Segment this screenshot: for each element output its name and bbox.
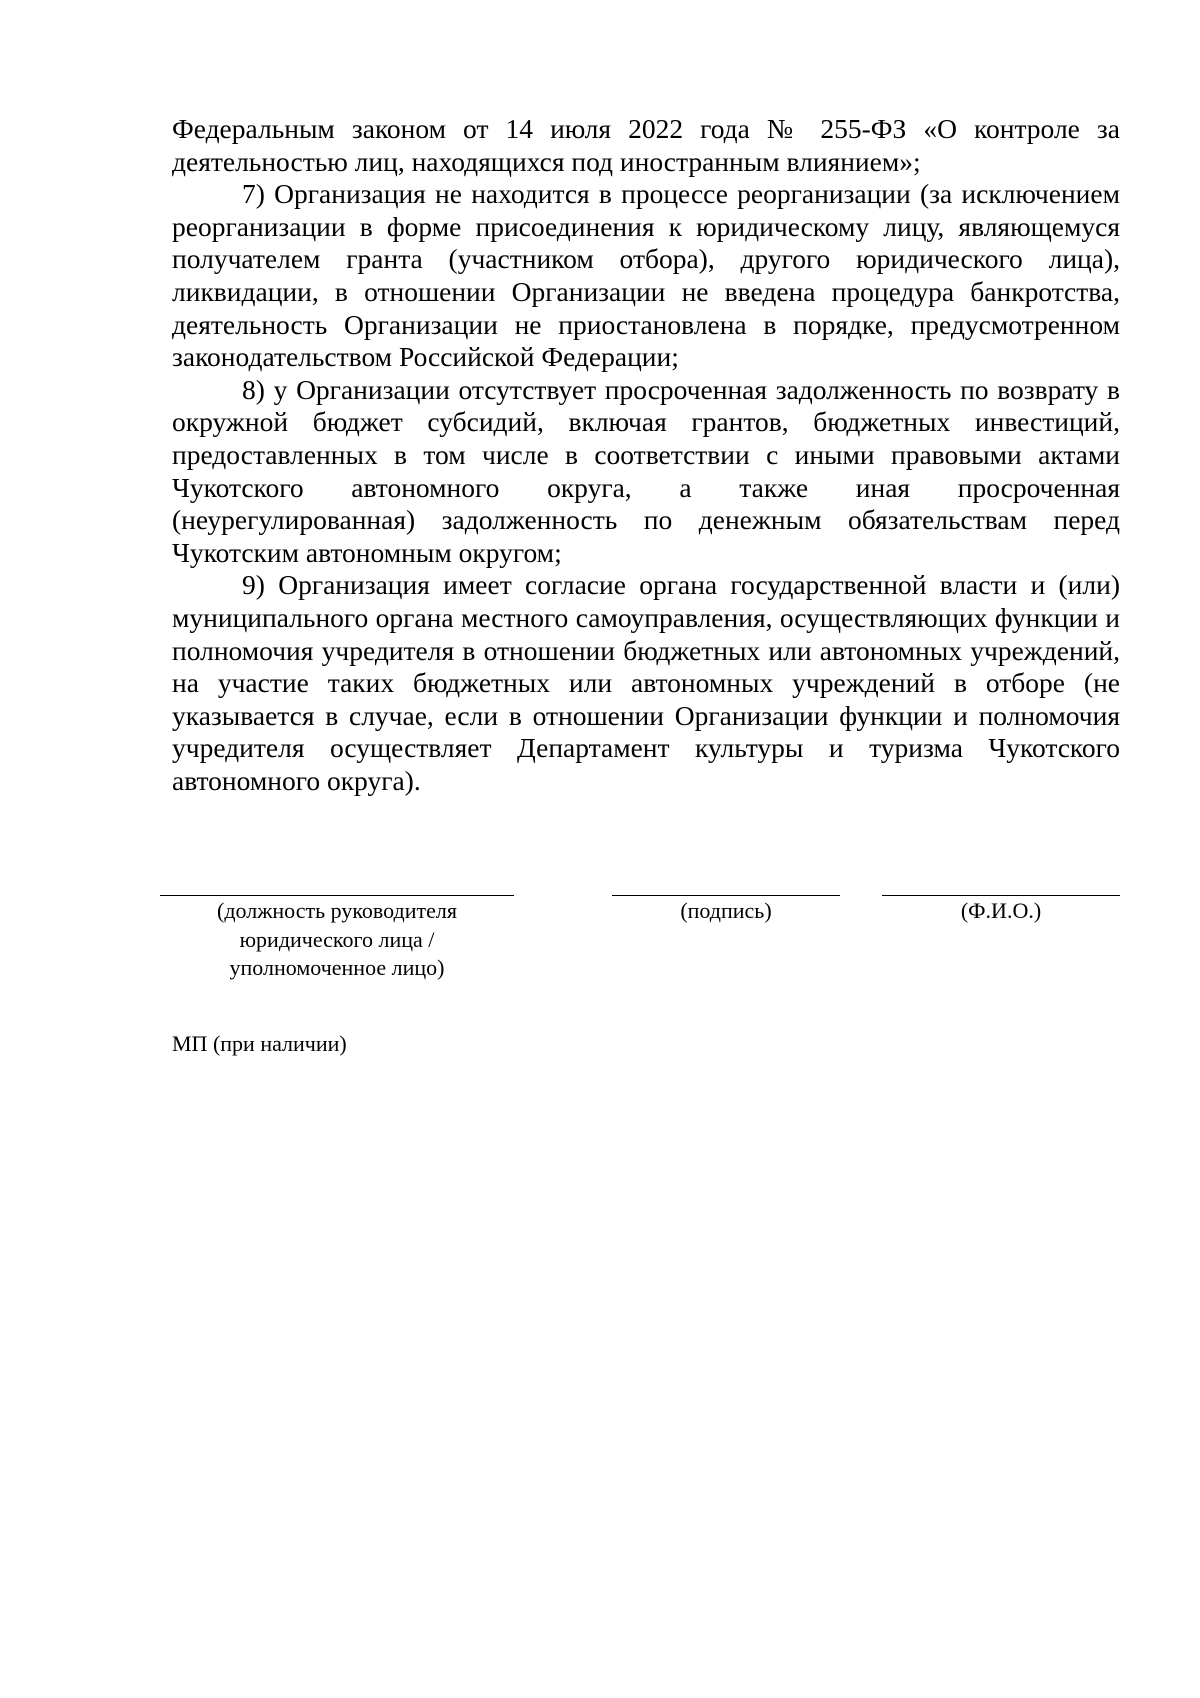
name-caption: (Ф.И.О.) bbox=[960, 898, 1042, 923]
position-caption: (должность руководителя юридического лица / уполномоченное лицо) bbox=[217, 898, 457, 980]
position-signature-line bbox=[160, 895, 514, 896]
name-signature-line bbox=[882, 895, 1120, 896]
paragraph-item-8: 8) у Организации отсутствует просроченная задолженность по возврату в окружной бюджет субсидий, включая грантов, бюджетных инвестиций, предоставленных в том числе в соответствии с иными правовыми актами Чукотского автономного округа, а также иная просроченная (неурегулированная) задолженность по денежным обязательствам перед Чукотским автономным округом; bbox=[172, 373, 1120, 568]
signature-caption: (подпись) bbox=[680, 898, 772, 923]
body-text bbox=[172, 113, 1120, 797]
paragraph-law-reference: Федеральным законом от 14 июля 2022 года № 255-ФЗ «О контроле за деятельностью лиц, находящихся под иностранным влиянием»; bbox=[172, 113, 1120, 177]
signature-line bbox=[612, 895, 840, 896]
stamp-note: МП (при наличии) bbox=[172, 1031, 347, 1056]
paragraph-item-7: 7) Организация не находится в процессе реорганизации (за исключением реорганизации в форме присоединения к юридическому лицу, являющемуся получателем гранта (участником отбора), другого юридического лица), ликвидации, в отношении Организации не введена процедура банкротства, деятельность Организации не приостановлена в порядке, предусмотренном законодательством Российской Федерации; bbox=[172, 178, 1120, 373]
paragraph-item-9: 9) Организация имеет согласие органа государственной власти и (или) муниципального органа местного самоуправления, осуществляющих функции и полномочия учредителя в отношении бюджетных или автономных учреждений, на участие таких бюджетных или автономных учреждений в отборе (не указывается в случае, если в отношении Организации функции и полномочия учредителя осуществляет Департамент культуры и туризма Чукотского автономного округа). bbox=[172, 569, 1120, 796]
